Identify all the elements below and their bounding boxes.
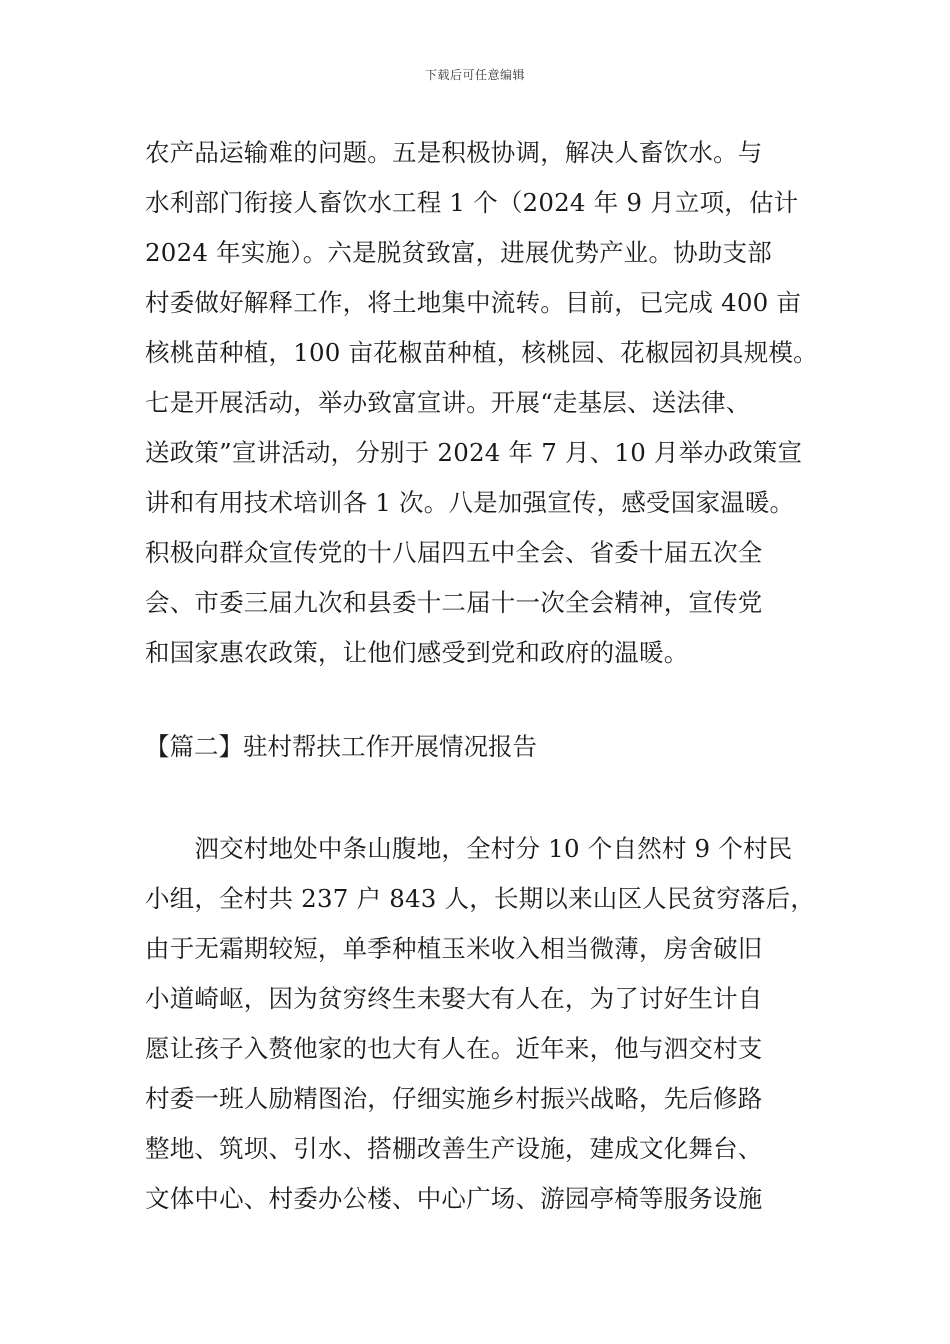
text-line: 核桃苗种植，100 亩花椒苗种植，核桃园、花椒园初具规模。 — [145, 338, 818, 367]
text-line: 文体中心、村委办公楼、中心广场、游园亭椅等服务设施 — [145, 1184, 763, 1213]
text-line: 愿让孩子入赘他家的也大有人在。近年来，他与泗交村支 — [145, 1034, 763, 1063]
text-line: 泗交村地处中条山腹地，全村分 10 个自然村 9 个村民 — [145, 834, 793, 863]
paragraph-intro — [145, 824, 825, 1224]
text-line: 讲和有用技术培训各 1 次。八是加强宣传，感受国家温暖。 — [145, 488, 795, 517]
text-line: 整地、筑坝、引水、搭棚改善生产设施，建成文化舞台、 — [145, 1134, 763, 1163]
text-line: 农产品运输难的问题。五是积极协调，解决人畜饮水。与 — [145, 138, 763, 167]
text-line: 由于无霜期较短，单季种植玉米收入相当微薄，房舍破旧 — [145, 934, 763, 963]
text-line: 小道崎岖，因为贫穷终生未娶大有人在，为了讨好生计自 — [145, 984, 763, 1013]
text-line: 村委一班人励精图治，仔细实施乡村振兴战略，先后修路 — [145, 1084, 763, 1113]
text-line: 七是开展活动，举办致富宣讲。开展“走基层、送法律、 — [145, 388, 751, 417]
paragraph-continued — [145, 128, 825, 678]
text-line: 2024 年实施）。六是脱贫致富，进展优势产业。协助支部 — [145, 238, 772, 267]
text-line: 和国家惠农政策，让他们感受到党和政府的温暖。 — [145, 638, 689, 667]
page-header-note: 下载后可任意编辑 — [424, 68, 525, 82]
text-line: 水利部门衔接人畜饮水工程 1 个（2024 年 9 月立项，估计 — [145, 188, 799, 217]
text-line: 积极向群众宣传党的十八届四五中全会、省委十届五次全 — [145, 538, 763, 567]
text-line: 小组，全村共 237 户 843 人，长期以来山区人民贫穷落后， — [145, 884, 816, 913]
text-line: 村委做好解释工作，将土地集中流转。目前，已完成 400 亩 — [145, 288, 802, 317]
text-line: 送政策”宣讲活动，分别于 2024 年 7 月、10 月举办政策宣 — [145, 438, 803, 467]
section-heading: 【篇二】驻村帮扶工作开展情况报告 — [145, 732, 537, 761]
text-line: 会、市委三届九次和县委十二届十一次全会精神，宣传党 — [145, 588, 763, 617]
